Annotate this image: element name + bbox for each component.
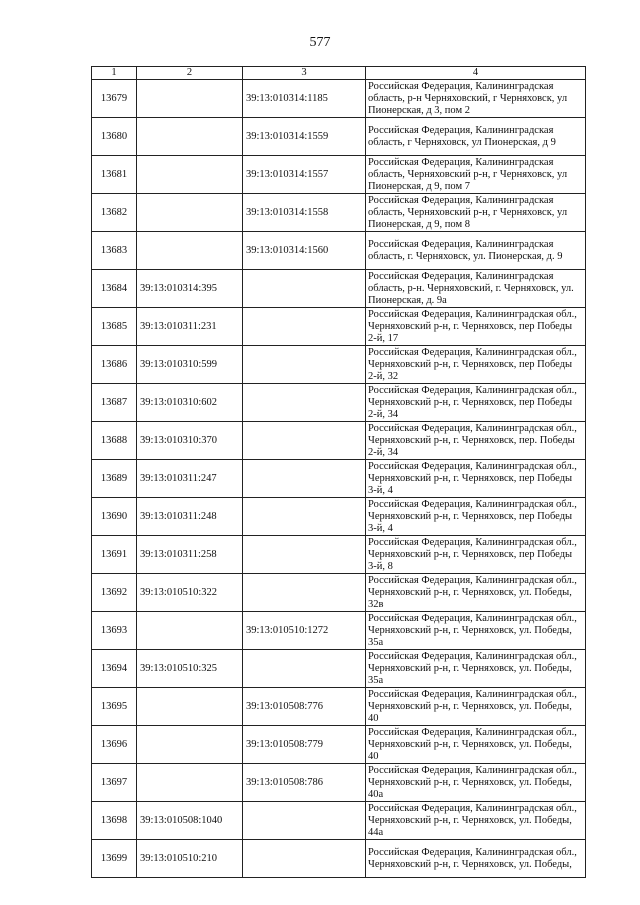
address-cell [366,688,586,726]
address-cell-text: Российская Федерация, Калининградская область, Черняховский р-н, г Черняховск, ул Пионерская, д 9, пом 7 [368,156,568,192]
row-number-cell [92,308,137,346]
row-number-cell [92,688,137,726]
cadastral-number-alt-cell [243,80,366,118]
cadastral-number-cell-text: 39:13:010314:395 [140,282,218,294]
cadastral-number-cell-text: 39:13:010310:599 [140,358,218,370]
cadastral-number-cell-text: 39:13:010510:210 [140,852,218,864]
cadastral-number-cell-text: 39:13:010311:258 [140,548,217,560]
address-cell-text: Российская Федерация, Калининградская область, р-н Черняховский, г Черняховск, ул Пионерская, д 3, пом 2 [368,80,568,116]
address-cell-text: Российская Федерация, Калининградская обл., Черняховский р-н, г. Черняховск, пер Победы 3-й, 4 [368,498,577,534]
address-cell [366,840,586,878]
row-number-cell [92,460,137,498]
row-number-cell-text: 13686 [100,358,128,370]
cadastral-number-cell-text: 39:13:010508:1040 [140,814,223,826]
table-row [92,346,586,384]
address-cell [366,498,586,536]
cadastral-number-cell [137,384,243,422]
table-row [92,726,586,764]
table-header-row [92,67,586,80]
address-cell [366,422,586,460]
cadastral-number-alt-cell [243,612,366,650]
row-number-cell [92,650,137,688]
address-cell-text: Российская Федерация, Калининградская область, г Черняховск, ул Пионерская, д 9 [368,124,556,148]
row-number-cell-text: 13694 [100,662,128,674]
row-number-cell-text: 13699 [100,852,128,864]
row-number-cell-text: 13689 [100,472,128,484]
cadastral-number-cell [137,80,243,118]
address-cell-text: Российская Федерация, Калининградская область, г. Черняховск, ул. Пионерская, д. 9 [368,238,563,262]
cadastral-number-alt-cell-text: 39:13:010508:786 [246,776,324,788]
address-cell [366,346,586,384]
cadastral-number-alt-cell [243,232,366,270]
row-number-cell-text: 13692 [100,586,128,598]
cadastral-number-cell [137,574,243,612]
address-cell-text: Российская Федерация, Калининградская обл., Черняховский р-н, г. Черняховск, ул. Победы, 32в [368,574,577,610]
cadastral-number-cell-text: 39:13:010311:247 [140,472,217,484]
cadastral-number-alt-cell-text: 39:13:010314:1185 [246,92,328,104]
address-cell-text: Российская Федерация, Калининградская обл., Черняховский р-н, г. Черняховск, пер Победы 2-й, 17 [368,308,577,344]
cadastral-number-cell [137,156,243,194]
row-number-cell [92,156,137,194]
column-header-4: 4 [366,67,586,80]
address-cell [366,308,586,346]
table-row [92,308,586,346]
cadastral-number-cell [137,536,243,574]
column-header-1: 1 [92,67,137,80]
cadastral-number-alt-cell [243,688,366,726]
row-number-cell-text: 13695 [100,700,128,712]
address-cell-text: Российская Федерация, Калининградская обл., Черняховский р-н, г. Черняховск, ул. Победы, 40 [368,726,577,762]
row-number-cell-text: 13682 [100,206,128,218]
address-cell [366,726,586,764]
cadastral-number-alt-cell-text: 39:13:010314:1557 [246,168,329,180]
table-row [92,194,586,232]
row-number-cell-text: 13683 [100,244,128,256]
table-row [92,80,586,118]
column-header-2: 2 [137,67,243,80]
table-row [92,764,586,802]
row-number-cell [92,802,137,840]
table-row [92,460,586,498]
row-number-cell [92,118,137,156]
cadastral-number-cell [137,232,243,270]
table-row [92,650,586,688]
cadastral-number-cell [137,422,243,460]
cadastral-number-cell [137,612,243,650]
cadastral-number-cell-text: 39:13:010311:248 [140,510,217,522]
address-cell [366,460,586,498]
cadastral-number-cell [137,840,243,878]
cadastral-number-cell-text: 39:13:010510:322 [140,586,218,598]
address-cell-text: Российская Федерация, Калининградская обл., Черняховский р-н, г. Черняховск, пер Победы 3-й, 8 [368,536,577,572]
cadastral-number-alt-cell [243,536,366,574]
address-cell [366,118,586,156]
row-number-cell [92,384,137,422]
row-number-cell [92,574,137,612]
cadastral-number-cell [137,802,243,840]
row-number-cell-text: 13693 [100,624,128,636]
cadastral-number-cell [137,194,243,232]
address-cell-text: Российская Федерация, Калининградская обл., Черняховский р-н, г. Черняховск, пер Победы 2-й, 32 [368,346,577,382]
address-cell [366,194,586,232]
address-cell [366,80,586,118]
address-cell [366,384,586,422]
cadastral-number-alt-cell [243,422,366,460]
row-number-cell-text: 13698 [100,814,128,826]
cadastral-number-cell [137,118,243,156]
cadastral-number-alt-cell-text: 39:13:010314:1559 [246,130,329,142]
cadastral-number-alt-cell [243,308,366,346]
address-cell [366,156,586,194]
address-cell-text: Российская Федерация, Калининградская обл., Черняховский р-н, г. Черняховск, пер Победы 3-й, 4 [368,460,577,496]
cadastral-number-alt-cell [243,194,366,232]
address-cell [366,536,586,574]
table-row [92,384,586,422]
cadastral-number-cell [137,688,243,726]
address-cell [366,270,586,308]
table-row [92,232,586,270]
row-number-cell-text: 13680 [100,130,128,142]
address-cell-text: Российская Федерация, Калининградская обл., Черняховский р-н, г. Черняховск, ул. Победы, 40 [368,688,577,724]
registry-table [91,66,586,878]
cadastral-number-cell [137,764,243,802]
cadastral-number-alt-cell [243,384,366,422]
row-number-cell [92,840,137,878]
cadastral-number-alt-cell-text: 39:13:010314:1558 [246,206,329,218]
address-cell-text: Российская Федерация, Калининградская область, Черняховский р-н, г Черняховск, ул Пионерская, д 9, пом 8 [368,194,568,230]
table-row [92,422,586,460]
table-row [92,536,586,574]
address-cell-text: Российская Федерация, Калининградская обл., Черняховский р-н, г. Черняховск, ул. Победы, 35а [368,612,577,648]
cadastral-number-alt-cell [243,156,366,194]
cadastral-number-alt-cell-text: 39:13:010510:1272 [246,624,329,636]
row-number-cell-text: 13691 [100,548,128,560]
table-row [92,840,586,878]
cadastral-number-cell [137,726,243,764]
cadastral-number-cell [137,460,243,498]
cadastral-number-cell [137,650,243,688]
row-number-cell [92,80,137,118]
row-number-cell [92,270,137,308]
row-number-cell [92,612,137,650]
table-row [92,612,586,650]
table-row [92,270,586,308]
cadastral-number-alt-cell [243,460,366,498]
row-number-cell [92,232,137,270]
row-number-cell [92,764,137,802]
cadastral-number-cell [137,498,243,536]
table-row [92,574,586,612]
address-cell [366,802,586,840]
cadastral-number-alt-cell [243,840,366,878]
address-cell-text: Российская Федерация, Калининградская обл., Черняховский р-н, г. Черняховск, пер Победы 2-й, 34 [368,384,577,420]
row-number-cell [92,422,137,460]
column-header-3: 3 [243,67,366,80]
table-body [92,80,586,878]
cadastral-number-alt-cell [243,764,366,802]
row-number-cell-text: 13696 [100,738,128,750]
address-cell [366,650,586,688]
table-row [92,498,586,536]
row-number-cell-text: 13697 [100,776,128,788]
cadastral-number-cell-text: 39:13:010510:325 [140,662,218,674]
cadastral-number-alt-cell-text: 39:13:010508:776 [246,700,324,712]
row-number-cell-text: 13687 [100,396,128,408]
address-cell [366,612,586,650]
row-number-cell [92,536,137,574]
address-cell-text: Российская Федерация, Калининградская обл., Черняховский р-н, г. Черняховск, ул. Победы, 40а [368,764,577,800]
cadastral-number-cell [137,270,243,308]
cadastral-number-alt-cell [243,498,366,536]
cadastral-number-alt-cell [243,346,366,384]
cadastral-number-alt-cell-text: 39:13:010314:1560 [246,244,329,256]
cadastral-number-alt-cell [243,270,366,308]
row-number-cell [92,498,137,536]
cadastral-number-alt-cell-text: 39:13:010508:779 [246,738,324,750]
row-number-cell [92,726,137,764]
address-cell-text: Российская Федерация, Калининградская область, р-н. Черняховский, г. Черняховск, ул. Пионерская, д. 9а [368,270,574,306]
table-row [92,802,586,840]
cadastral-number-cell-text: 39:13:010310:602 [140,396,218,408]
row-number-cell-text: 13690 [100,510,128,522]
row-number-cell-text: 13681 [100,168,128,180]
table-row [92,688,586,726]
cadastral-number-alt-cell [243,726,366,764]
address-cell-text: Российская Федерация, Калининградская обл., Черняховский р-н, г. Черняховск, ул. Победы, [368,846,577,870]
address-cell-text: Российская Федерация, Калининградская обл., Черняховский р-н, г. Черняховск, ул. Победы, 44а [368,802,577,838]
page-number: 577 [309,35,331,50]
address-cell [366,764,586,802]
table-row [92,156,586,194]
address-cell-text: Российская Федерация, Калининградская обл., Черняховский р-н, г. Черняховск, пер. Победы 2-й, 34 [368,422,577,458]
row-number-cell-text: 13679 [100,92,128,104]
cadastral-number-alt-cell [243,650,366,688]
cadastral-number-cell [137,346,243,384]
row-number-cell-text: 13684 [100,282,128,294]
address-cell [366,232,586,270]
cadastral-number-alt-cell [243,118,366,156]
row-number-cell [92,194,137,232]
table-row [92,118,586,156]
address-cell-text: Российская Федерация, Калининградская обл., Черняховский р-н, г. Черняховск, ул. Победы, 35а [368,650,577,686]
cadastral-number-cell [137,308,243,346]
cadastral-number-cell-text: 39:13:010311:231 [140,320,217,332]
cadastral-number-alt-cell [243,574,366,612]
row-number-cell [92,346,137,384]
cadastral-number-cell-text: 39:13:010310:370 [140,434,218,446]
row-number-cell-text: 13688 [100,434,128,446]
address-cell [366,574,586,612]
cadastral-number-alt-cell [243,802,366,840]
row-number-cell-text: 13685 [100,320,128,332]
